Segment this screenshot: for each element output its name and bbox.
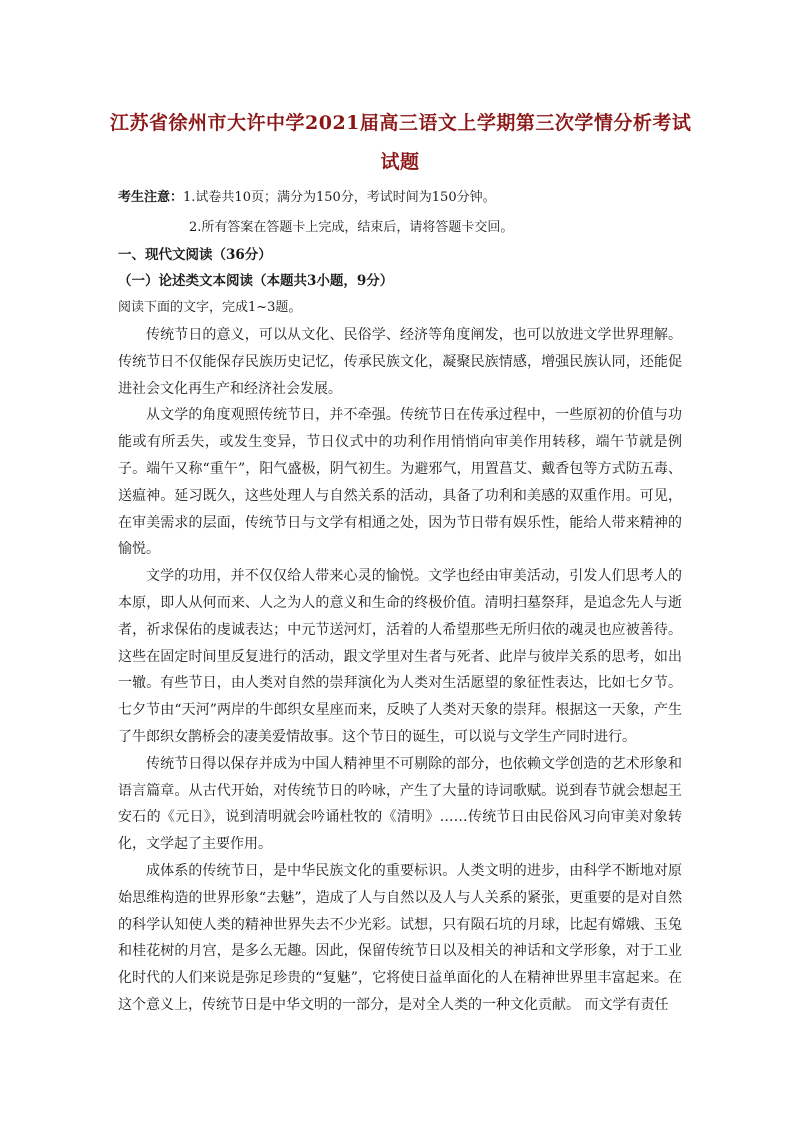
notice-item-2: 2.所有答案在答题卡上完成，结束后，请将答题卡交回。	[189, 220, 514, 235]
passage-paragraph: 传统节日的意义，可以从文化、民俗学、经济等角度阐发，也可以放进文学世界理解。传统节日不仅能保存民族历史记忆，传承民族文化，凝聚民族情感，增强民族认同，还能促进社会文化再生产和经济社会发展。	[118, 327, 682, 397]
reading-instruction: 阅读下面的文字，完成1~3题。	[118, 300, 302, 315]
passage-paragraph: 传统节日得以保存并成为中国人精神里不可剔除的部分，也依赖文学创造的艺术形象和语言篇章。从古代开始，对传统节日的吟咏，产生了大量的诗词歌赋。说到春节就会想起王安石的《元日》，说到清明就会吟诵杜牧的《清明》……传统节日由民俗风习向审美对象转化，文学起了主要作用。	[118, 755, 682, 853]
passage-paragraph: 文学的功用，并不仅仅给人带来心灵的愉悦。文学也经由审美活动，引发人们思考人的本原，即人从何而来、人之为人的意义和生命的终极价值。清明扫墓祭拜，是追念先人与逝者，祈求保佑的虔诚表达；中元节送河灯，活着的人希望那些无所归依的魂灵也应被善待。这些在固定时间里反复进行的活动，跟文学里对生者与死者、此岸与彼岸关系的思考，如出一辙。有些节日，由人类对自然的崇拜演化为人类对生活愿望的象征性表达，比如七夕节。七夕节由“天河”两岸的牛郎织女星座而来，反映了人类对天象的崇拜。根据这一天象，产生了牛郎织女鹊桥会的凄美爱情故事。这个节日的诞生，可以说与文学生产同时进行。	[118, 568, 682, 745]
subsection-heading: （一）论述类文本阅读（本题共3小题，9分）	[118, 273, 394, 289]
notice-row-2	[189, 216, 513, 235]
passage-paragraph: 成体系的传统节日，是中华民族文化的重要标识。人类文明的进步，由科学不断地对原始思维构造的世界形象“去魅”，造成了人与自然以及人与人关系的紧张，更重要的是对自然的科学认知使人类的精神世界失去不少光彩。试想，只有陨石坑的月球，比起有嫦娥、玉兔和桂花树的月宫，是多么无趣。因此，保留传统节日以及相关的神话和文学形象，对于工业化时代的人们来说是弥足珍贵的“复魅”，它将使日益单面化的人在精神世界里丰富起来。在这个意义上，传统节日是中华文明的一部分，是对全人类的一种文化贡献。 而文学有责任	[118, 862, 682, 1013]
notice-label: 考生注意：	[118, 190, 184, 205]
notice-item-1: 1.试卷共10页；满分为150分，考试时间为150分钟。	[183, 190, 496, 205]
exam-title-line-2: 试题	[380, 151, 420, 173]
reading-passage	[118, 322, 682, 1019]
exam-title-line-1: 江苏省徐州市大许中学2021届高三语文上学期第三次学情分析考试	[110, 112, 692, 134]
section-heading: 一、现代文阅读（36分）	[118, 247, 272, 263]
notice-row-1	[118, 186, 496, 205]
passage-paragraph: 从文学的角度观照传统节日，并不牵强。传统节日在传承过程中，一些原初的价值与功能或有所丢失，或发生变异，节日仪式中的功利作用悄悄向审美作用转移，端午节就是例子。端午又称“重午”，阳气盛极，阴气初生。为避邪气，用置菖艾、戴香包等方式防五毒、送瘟神。延习既久，这些处理人与自然关系的活动，具备了功利和美感的双重作用。可见，在审美需求的层面，传统节日与文学有相通之处，因为节日带有娱乐性，能给人带来精神的愉悦。	[118, 407, 682, 558]
